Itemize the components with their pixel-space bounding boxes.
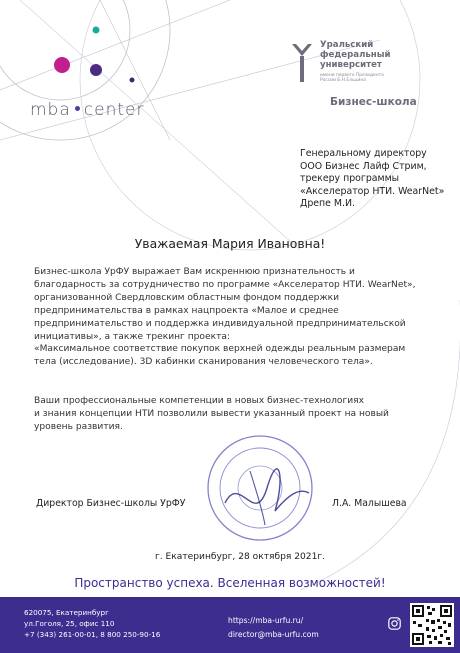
mba-center-logo: mba center	[30, 100, 145, 120]
magenta-dot	[54, 57, 70, 73]
slogan: Пространство успеха. Вселенная возможностей!	[74, 576, 386, 590]
instagram-icon[interactable]	[388, 617, 401, 630]
urfu-emblem-icon	[290, 42, 314, 82]
addressee-block: Генеральному директору ООО Бизнес Лайф Стрим, трекеру программы «Акселератор НТИ. WearNet» Дрепе М.И.	[300, 148, 445, 210]
signatory-title: Директор Бизнес-школы УрФУ	[36, 498, 186, 509]
urfu-logo	[290, 40, 440, 112]
urfu-subtitle: имени первого Президента России Б.Н.Ельцина	[320, 73, 384, 84]
footer-links	[228, 614, 319, 642]
teal-dot	[93, 27, 100, 34]
small-dot	[130, 78, 135, 83]
body-paragraph-2: Ваши профессиональные компетенции в новых бизнес-технологиях и знания концепции НТИ позволили вывести указанный проект на новый уровень развития.	[34, 396, 389, 432]
purple-dot	[90, 64, 102, 76]
website-link[interactable]: https://mba-urfu.ru/	[228, 616, 304, 625]
city-date: г. Екатеринбург, 28 октября 2021г.	[155, 552, 326, 562]
official-stamp	[205, 433, 315, 543]
body-paragraph-1: Бизнес-школа УрФУ выражает Вам искреннюю признательность и благодарность за сотрудничество по программе «Акселератор НТИ. WearNet», организованной Свердловским областным фондом поддержки предпринимательства в рамках нацпроекта «Малое и среднее предпринимательство и поддержка индивидуальной предпринимательской инициативы», а также трекинг проекта: «Максимальное соответствие покупок верхней одежды реальным размерам тела (исследование). 3D кабинки сканирования человеческого тела».	[34, 267, 416, 368]
signatory-name: Л.А. Малышева	[332, 498, 407, 509]
footer-bar	[0, 597, 460, 653]
greeting: Уважаемая Мария Ивановна!	[134, 236, 326, 251]
footer-address: 620075, Екатеринбург ул.Гоголя, 25, офис 110 +7 (343) 261-00-01, 8 800 250-90-16	[24, 608, 161, 639]
logo-dot	[75, 106, 80, 111]
email-link[interactable]: director@mba-urfu.com	[228, 630, 319, 639]
qr-code[interactable]	[410, 603, 454, 647]
business-school-label: Бизнес-школа	[330, 96, 417, 108]
urfu-name: Уральский федеральный университет	[320, 40, 391, 70]
